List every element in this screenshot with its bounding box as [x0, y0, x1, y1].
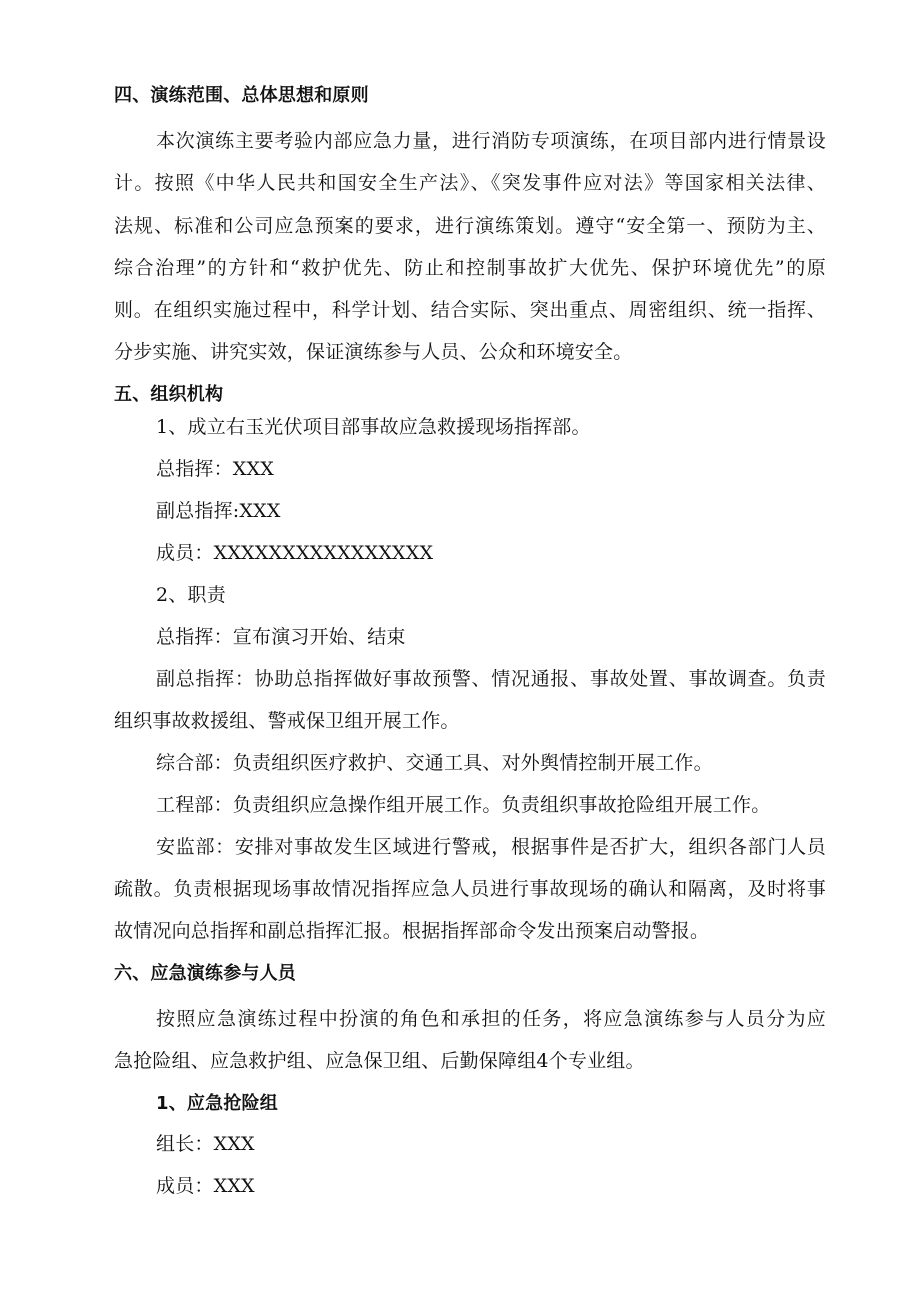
duty-safety-dept-line: 安监部：安排对事故发生区域进行警戒，根据事件是否扩大，组织各部门人员 [156, 836, 826, 858]
section-4-paragraph-line: 本次演练主要考验内部应急力量，进行消防专项演练，在项目部内进行情景设 [156, 130, 826, 152]
section-4-paragraph-line: 综合治理”的方针和“救护优先、防止和控制事故扩大优先、保护环境优先”的原 [114, 257, 826, 279]
org-members: 成员：XXXXXXXXXXXXXXXX [156, 542, 434, 564]
org-item-2: 2、职责 [156, 584, 226, 606]
duty-commander: 总指挥：宣布演习开始、结束 [156, 626, 406, 648]
section-6-paragraph-line: 按照应急演练过程中扮演的角色和承担的任务，将应急演练参与人员分为应 [156, 1008, 826, 1030]
group-1-leader: 组长：XXX [156, 1133, 255, 1155]
org-deputy-commander: 副总指挥:XXX [156, 500, 281, 522]
group-1-title: 1、应急抢险组 [156, 1093, 278, 1114]
group-1-members: 成员：XXX [156, 1175, 255, 1197]
section-6-heading: 六、应急演练参与人员 [114, 963, 296, 984]
section-4-paragraph-line: 计。按照《中华人民共和国安全生产法》、《突发事件应对法》等国家相关法律、 [114, 172, 826, 194]
duty-deputy-line: 副总指挥：协助总指挥做好事故预警、情况通报、事故处置、事故调查。负责 [156, 668, 826, 690]
duty-safety-dept-line: 疏散。负责根据现场事故情况指挥应急人员进行事故现场的确认和隔离，及时将事 [114, 878, 826, 900]
section-4-paragraph-line: 分步实施、讲究实效，保证演练参与人员、公众和环境安全。 [114, 341, 633, 363]
section-5-heading: 五、组织机构 [114, 384, 224, 405]
duty-safety-dept-line: 故情况向总指挥和副总指挥汇报。根据指挥部命令发出预案启动警报。 [114, 920, 710, 942]
org-item-1: 1、成立右玉光伏项目部事故应急救援现场指挥部。 [156, 416, 591, 438]
org-commander: 总指挥：XXX [156, 458, 274, 480]
section-6-paragraph-line: 急抢险组、应急救护组、应急保卫组、后勤保障组4个专业组。 [114, 1050, 645, 1072]
duty-general-dept: 综合部：负责组织医疗救护、交通工具、对外舆情控制开展工作。 [156, 752, 713, 774]
duty-engineering-dept: 工程部：负责组织应急操作组开展工作。负责组织事故抢险组开展工作。 [156, 794, 771, 816]
duty-deputy-line: 组织事故救援组、警戒保卫组开展工作。 [114, 710, 460, 732]
section-4-heading: 四、演练范围、总体思想和原则 [114, 85, 369, 106]
section-4-paragraph-line: 则。在组织实施过程中，科学计划、结合实际、突出重点、周密组织、统一指挥、 [114, 299, 826, 321]
section-4-paragraph-line: 法规、标准和公司应急预案的要求，进行演练策划。遵守“安全第一、预防为主、 [114, 215, 826, 237]
